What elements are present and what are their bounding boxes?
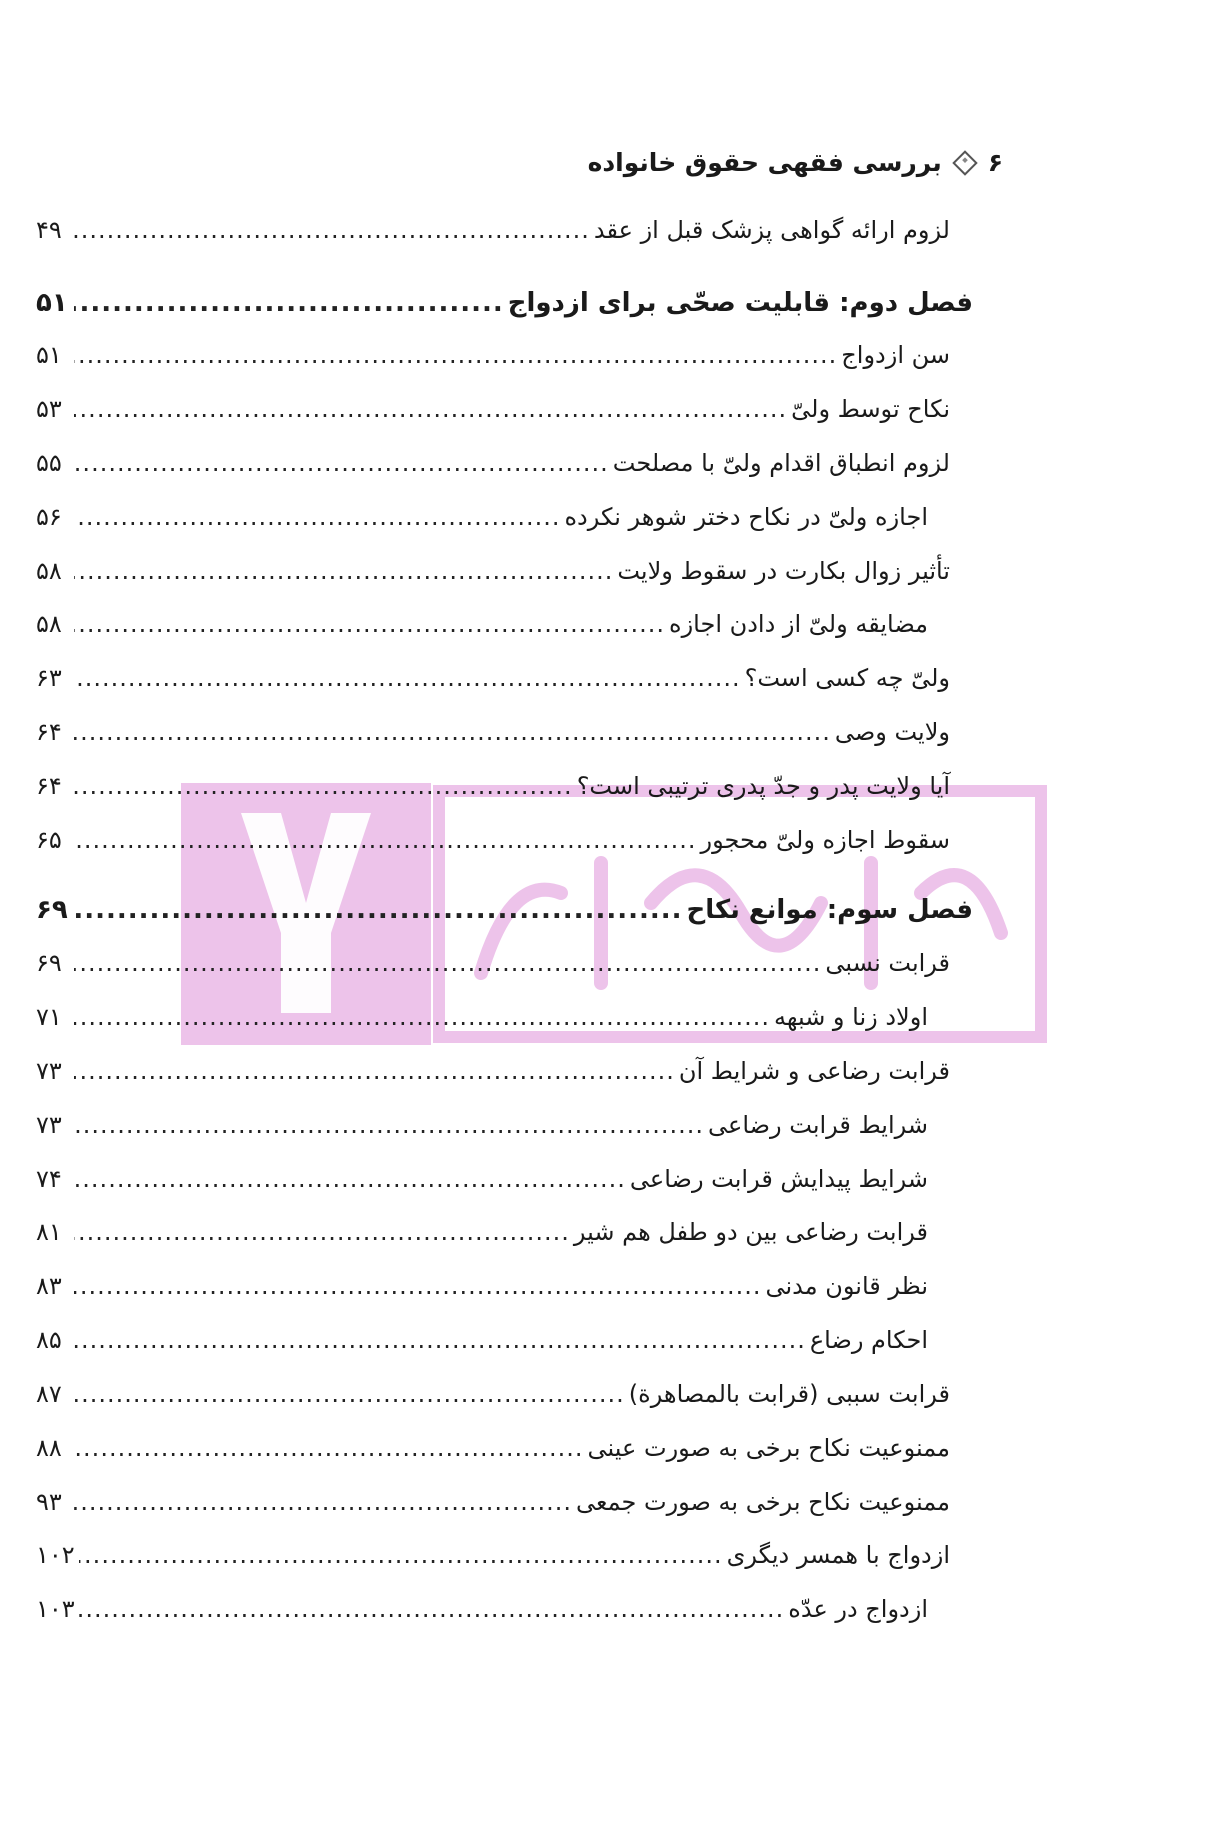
toc-page-number: ۸۷ xyxy=(36,1380,62,1408)
toc-entry-title: اولاد زنا و شبهه xyxy=(774,1003,928,1031)
toc-page-number: ۸۱ xyxy=(36,1218,62,1246)
toc-page-number: ۸۵ xyxy=(36,1326,62,1354)
toc-entry-title: مضایقه ولیّ از دادن اجازه xyxy=(669,610,928,638)
toc-entry-row xyxy=(36,1326,928,1366)
toc-page-number: ۵۸ xyxy=(36,610,62,638)
toc-entry-title: احکام رضاع xyxy=(809,1326,928,1354)
book-title: بررسی فقهی حقوق خانواده xyxy=(587,148,942,177)
toc-page-number: ۴۹ xyxy=(36,216,62,244)
toc-page-number: ۶۴ xyxy=(36,718,62,746)
toc-entry-title: ممنوعیت نکاح برخی به صورت عینی xyxy=(587,1434,950,1462)
toc-dot-leader xyxy=(74,1218,570,1246)
toc-entry-row xyxy=(36,341,950,381)
toc-page-number: ۱۰۳ xyxy=(36,1595,75,1623)
toc-page-number: ۵۸ xyxy=(36,557,62,585)
toc-entry-row xyxy=(36,395,950,435)
toc-entry-row xyxy=(36,772,950,812)
toc-entry-row xyxy=(36,1272,928,1312)
toc-entry-title: لزوم انطباق اقدام ولیّ با مصلحت xyxy=(612,449,950,477)
toc-page-number: ۶۹ xyxy=(36,949,62,977)
toc-page-number: ۹۳ xyxy=(36,1488,62,1516)
toc-page-number: ۵۶ xyxy=(36,503,62,531)
toc-entry-row xyxy=(36,449,950,489)
toc-dot-leader xyxy=(74,826,697,854)
toc-page-number: ۵۳ xyxy=(36,395,62,423)
toc-entry-title: ازدواج در عدّه xyxy=(788,1595,928,1623)
toc-entry-row xyxy=(36,216,950,256)
toc-entry-title: نظر قانون مدنی xyxy=(765,1272,928,1300)
toc-page-number: ۷۳ xyxy=(36,1057,62,1085)
toc-page-number: ۷۱ xyxy=(36,1003,62,1031)
toc-dot-leader xyxy=(74,772,573,800)
toc-dot-leader xyxy=(74,341,837,369)
toc-entry-row xyxy=(36,1541,950,1581)
toc-page-number: ۵۵ xyxy=(36,449,62,477)
toc-page-number: ۶۴ xyxy=(36,772,62,800)
toc-entry-title: ولایت وصی xyxy=(834,718,950,746)
toc-dot-leader xyxy=(74,895,682,925)
toc-page-number: ۸۳ xyxy=(36,1272,62,1300)
toc-dot-leader xyxy=(74,557,613,585)
toc-entry-title: شرایط قرابت رضاعی xyxy=(708,1111,928,1139)
toc-dot-leader xyxy=(79,1595,785,1623)
toc-entry-title: سن ازدواج xyxy=(841,341,950,369)
toc-entry-row xyxy=(36,1218,928,1258)
toc-dot-leader xyxy=(74,1003,770,1031)
toc-dot-leader xyxy=(79,1541,723,1569)
toc-entry-row xyxy=(36,718,950,758)
toc-page-number: ۱۰۲ xyxy=(36,1541,75,1569)
page-number: ۶ xyxy=(987,148,1003,177)
toc-dot-leader xyxy=(74,1165,626,1193)
toc-page-number: ۵۱ xyxy=(36,288,68,318)
toc-dot-leader xyxy=(74,1488,572,1516)
toc-entry-row xyxy=(36,826,950,866)
toc-page-number: ۷۳ xyxy=(36,1111,62,1139)
toc-entry-row xyxy=(36,664,950,704)
toc-entry-row xyxy=(36,1057,950,1097)
toc-entry-title: فصل دوم: قابلیت صحّی برای ازدواج xyxy=(507,288,973,318)
toc-dot-leader xyxy=(74,664,741,692)
toc-entry-title: قرابت نسبی xyxy=(825,949,950,977)
toc-entry-title: اجازه ولیّ در نکاح دختر شوهر نکرده xyxy=(564,503,928,531)
toc-dot-leader xyxy=(74,949,821,977)
toc-entry-title: فصل سوم: موانع نکاح xyxy=(686,895,973,925)
toc-entry-row xyxy=(36,1380,950,1420)
toc-dot-leader xyxy=(74,1057,675,1085)
toc-dot-leader xyxy=(74,1380,625,1408)
toc-dot-leader xyxy=(74,503,560,531)
toc-entry-row xyxy=(36,1165,928,1205)
toc-entry-row xyxy=(36,1434,950,1474)
toc-entry-title: ولیّ چه کسی است؟ xyxy=(744,664,950,692)
toc-dot-leader xyxy=(74,449,609,477)
toc-entry-title: قرابت رضاعی و شرایط آن xyxy=(678,1057,950,1085)
toc-entry-title: سقوط اجازه ولیّ محجور xyxy=(700,826,950,854)
toc-entry-title: لزوم ارائه گواهی پزشک قبل از عقد xyxy=(593,216,950,244)
toc-entry-row xyxy=(36,503,928,543)
toc-entry-row xyxy=(36,610,928,650)
toc-dot-leader xyxy=(74,1326,806,1354)
toc-dot-leader xyxy=(74,1272,762,1300)
toc-dot-leader xyxy=(74,1434,584,1462)
toc-entry-row xyxy=(36,1595,928,1635)
toc-dot-leader xyxy=(74,610,665,638)
toc-page-number: ۶۹ xyxy=(36,895,68,925)
toc-page-number: ۸۸ xyxy=(36,1434,62,1462)
toc-entry-row xyxy=(36,557,950,597)
toc-entry-title: نکاح توسط ولیّ xyxy=(791,395,950,423)
toc-entry-row xyxy=(36,949,950,989)
toc-dot-leader xyxy=(74,1111,704,1139)
toc-dot-leader xyxy=(74,718,831,746)
toc-entry-title: تأثیر زوال بکارت در سقوط ولایت xyxy=(617,557,950,585)
toc-entry-row xyxy=(36,1003,928,1043)
toc-entry-title: آیا ولایت پدر و جدّ پدری ترتیبی است؟ xyxy=(576,772,950,800)
toc-entry-title: ممنوعیت نکاح برخی به صورت جمعی xyxy=(576,1488,950,1516)
toc-entry-title: قرابت سببی (قرابت بالمصاهرة) xyxy=(628,1380,950,1408)
toc-entry-title: ازدواج با همسر دیگری xyxy=(726,1541,950,1569)
toc-page-number: ۶۳ xyxy=(36,664,62,692)
toc-chapter-row xyxy=(36,288,973,328)
toc-dot-leader xyxy=(74,216,590,244)
toc-dot-leader xyxy=(74,288,504,318)
toc-chapter-row xyxy=(36,895,973,935)
toc-page-number: ۷۴ xyxy=(36,1165,62,1193)
toc-entry-row xyxy=(36,1488,950,1528)
toc-dot-leader xyxy=(74,395,787,423)
toc-page-number: ۶۵ xyxy=(36,826,62,854)
toc-entry-row xyxy=(36,1111,928,1151)
toc-entry-title: قرابت رضاعی بین دو طفل هم شیر xyxy=(573,1218,928,1246)
toc-page-number: ۵۱ xyxy=(36,341,62,369)
toc-entry-title: شرایط پیدایش قرابت رضاعی xyxy=(629,1165,928,1193)
